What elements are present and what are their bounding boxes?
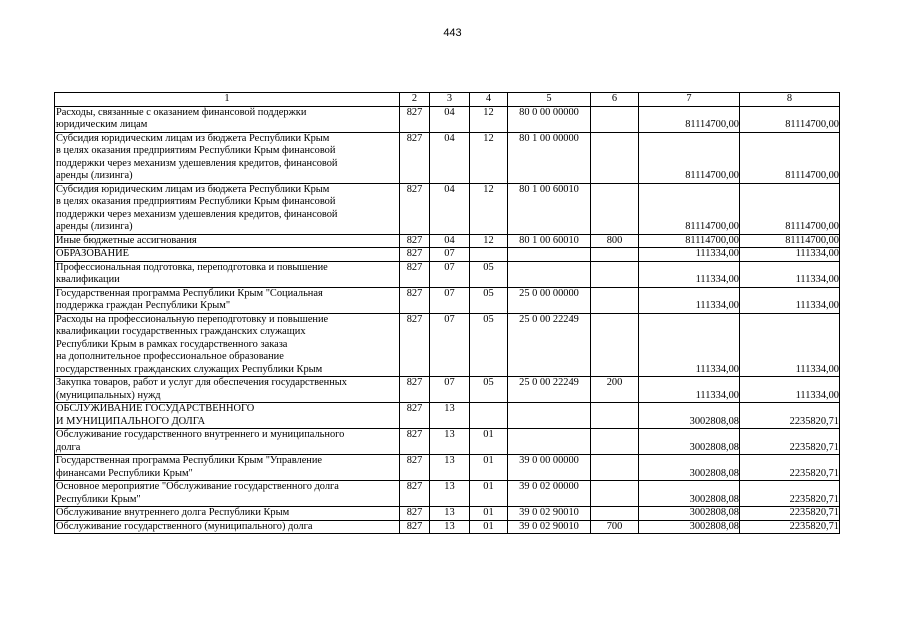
row-subsection-cell: 01 xyxy=(470,481,508,507)
row-expense-type-cell xyxy=(591,261,639,287)
row-target-article-cell: 25 0 00 22249 xyxy=(508,377,591,403)
row-expense-type-cell xyxy=(591,455,639,481)
row-name-cell: Профессиональная подготовка, переподготовка и повышение квалификации xyxy=(55,261,400,287)
table-row xyxy=(55,520,840,534)
row-subsection-cell: 12 xyxy=(470,132,508,183)
row-section-cell: 07 xyxy=(430,287,470,313)
row-expense-type-cell xyxy=(591,287,639,313)
table-header-row xyxy=(55,93,840,107)
row-amount-2-cell: 111334,00 xyxy=(740,313,840,377)
table-row xyxy=(55,429,840,455)
row-target-article-cell: 25 0 00 22249 xyxy=(508,313,591,377)
row-grbs-cell: 827 xyxy=(400,429,430,455)
row-amount-2-cell: 81114700,00 xyxy=(740,183,840,234)
row-amount-2-cell: 111334,00 xyxy=(740,248,840,262)
row-subsection-cell: 01 xyxy=(470,507,508,521)
header-cell: 5 xyxy=(508,93,591,107)
row-section-cell: 13 xyxy=(430,403,470,429)
table-row xyxy=(55,507,840,521)
table-row xyxy=(55,455,840,481)
row-expense-type-cell xyxy=(591,132,639,183)
row-expense-type-cell xyxy=(591,106,639,132)
row-grbs-cell: 827 xyxy=(400,507,430,521)
row-expense-type-cell: 700 xyxy=(591,520,639,534)
header-cell: 3 xyxy=(430,93,470,107)
row-subsection-cell: 12 xyxy=(470,183,508,234)
row-amount-2-cell: 111334,00 xyxy=(740,287,840,313)
table-row xyxy=(55,234,840,248)
row-amount-1-cell: 81114700,00 xyxy=(639,132,740,183)
header-cell: 2 xyxy=(400,93,430,107)
row-target-article-cell: 39 0 02 90010 xyxy=(508,520,591,534)
row-target-article-cell: 80 1 00 60010 xyxy=(508,183,591,234)
row-name-cell: Обслуживание государственного (муниципального) долга xyxy=(55,520,400,534)
row-subsection-cell: 05 xyxy=(470,287,508,313)
row-amount-1-cell: 111334,00 xyxy=(639,261,740,287)
row-subsection-cell xyxy=(470,248,508,262)
row-amount-2-cell: 111334,00 xyxy=(740,377,840,403)
table-row xyxy=(55,481,840,507)
row-amount-1-cell: 3002808,08 xyxy=(639,403,740,429)
row-amount-2-cell: 2235820,71 xyxy=(740,507,840,521)
row-grbs-cell: 827 xyxy=(400,481,430,507)
row-grbs-cell: 827 xyxy=(400,377,430,403)
row-name-cell: Государственная программа Республики Крым "Управление финансами Республики Крым" xyxy=(55,455,400,481)
row-expense-type-cell xyxy=(591,507,639,521)
row-target-article-cell: 80 1 00 00000 xyxy=(508,132,591,183)
row-target-article-cell xyxy=(508,429,591,455)
row-amount-2-cell: 2235820,71 xyxy=(740,403,840,429)
header-cell: 8 xyxy=(740,93,840,107)
row-subsection-cell: 12 xyxy=(470,106,508,132)
row-amount-1-cell: 111334,00 xyxy=(639,287,740,313)
row-section-cell: 04 xyxy=(430,234,470,248)
row-grbs-cell: 827 xyxy=(400,106,430,132)
header-cell: 7 xyxy=(639,93,740,107)
row-expense-type-cell: 800 xyxy=(591,234,639,248)
table-row xyxy=(55,106,840,132)
row-amount-1-cell: 111334,00 xyxy=(639,313,740,377)
row-amount-1-cell: 81114700,00 xyxy=(639,183,740,234)
row-amount-2-cell: 2235820,71 xyxy=(740,481,840,507)
row-expense-type-cell xyxy=(591,403,639,429)
row-amount-1-cell: 3002808,08 xyxy=(639,481,740,507)
row-expense-type-cell xyxy=(591,183,639,234)
row-target-article-cell: 39 0 00 00000 xyxy=(508,455,591,481)
row-amount-1-cell: 81114700,00 xyxy=(639,106,740,132)
table-row xyxy=(55,403,840,429)
row-subsection-cell: 01 xyxy=(470,429,508,455)
row-amount-2-cell: 2235820,71 xyxy=(740,520,840,534)
row-target-article-cell xyxy=(508,248,591,262)
row-grbs-cell: 827 xyxy=(400,455,430,481)
row-target-article-cell xyxy=(508,261,591,287)
row-subsection-cell: 05 xyxy=(470,313,508,377)
row-amount-1-cell: 3002808,08 xyxy=(639,455,740,481)
row-section-cell: 07 xyxy=(430,248,470,262)
row-expense-type-cell: 200 xyxy=(591,377,639,403)
header-cell: 4 xyxy=(470,93,508,107)
row-name-cell: Расходы, связанные с оказанием финансовой поддержки юридическим лицам xyxy=(55,106,400,132)
row-section-cell: 07 xyxy=(430,261,470,287)
row-subsection-cell: 01 xyxy=(470,520,508,534)
row-section-cell: 13 xyxy=(430,507,470,521)
row-section-cell: 04 xyxy=(430,106,470,132)
row-subsection-cell: 12 xyxy=(470,234,508,248)
table-row xyxy=(55,377,840,403)
row-grbs-cell: 827 xyxy=(400,183,430,234)
header-cell: 1 xyxy=(55,93,400,107)
row-subsection-cell xyxy=(470,403,508,429)
table-row xyxy=(55,313,840,377)
row-amount-2-cell: 111334,00 xyxy=(740,261,840,287)
row-target-article-cell: 80 1 00 60010 xyxy=(508,234,591,248)
row-section-cell: 13 xyxy=(430,455,470,481)
row-name-cell: Расходы на профессиональную переподготовку и повышение квалификации государственных гражданских служащих Республики Крым в рамках государственного заказа на дополнительное профессиональное образование государственных гражданских служащих Республики Крым xyxy=(55,313,400,377)
row-name-cell: Закупка товаров, работ и услуг для обеспечения государственных (муниципальных) нужд xyxy=(55,377,400,403)
row-expense-type-cell xyxy=(591,313,639,377)
row-name-cell: ОБРАЗОВАНИЕ xyxy=(55,248,400,262)
row-expense-type-cell xyxy=(591,248,639,262)
row-amount-1-cell: 3002808,08 xyxy=(639,507,740,521)
row-target-article-cell: 80 0 00 00000 xyxy=(508,106,591,132)
row-section-cell: 04 xyxy=(430,183,470,234)
row-amount-1-cell: 111334,00 xyxy=(639,377,740,403)
row-amount-1-cell: 81114700,00 xyxy=(639,234,740,248)
row-name-cell: Иные бюджетные ассигнования xyxy=(55,234,400,248)
row-subsection-cell: 05 xyxy=(470,261,508,287)
row-target-article-cell: 39 0 02 00000 xyxy=(508,481,591,507)
table-row xyxy=(55,261,840,287)
row-amount-2-cell: 81114700,00 xyxy=(740,106,840,132)
row-amount-1-cell: 3002808,08 xyxy=(639,429,740,455)
header-cell: 6 xyxy=(591,93,639,107)
row-amount-2-cell: 81114700,00 xyxy=(740,132,840,183)
page-number: 443 xyxy=(443,27,462,39)
row-expense-type-cell xyxy=(591,429,639,455)
row-name-cell: Субсидия юридическим лицам из бюджета Республики Крым в целях оказания предприятиям Республики Крым финансовой поддержки через механизм удешевления кредитов, финансовой аренды (лизинга) xyxy=(55,183,400,234)
row-amount-1-cell: 3002808,08 xyxy=(639,520,740,534)
row-name-cell: Субсидия юридическим лицам из бюджета Республики Крым в целях оказания предприятиям Республики Крым финансовой поддержки через механизм удешевления кредитов, финансовой аренды (лизинга) xyxy=(55,132,400,183)
row-subsection-cell: 01 xyxy=(470,455,508,481)
row-section-cell: 13 xyxy=(430,520,470,534)
row-grbs-cell: 827 xyxy=(400,261,430,287)
row-grbs-cell: 827 xyxy=(400,403,430,429)
row-name-cell: Обслуживание внутреннего долга Республики Крым xyxy=(55,507,400,521)
row-section-cell: 07 xyxy=(430,377,470,403)
budget-table xyxy=(54,92,840,534)
row-section-cell: 13 xyxy=(430,429,470,455)
row-section-cell: 13 xyxy=(430,481,470,507)
row-target-article-cell xyxy=(508,403,591,429)
row-grbs-cell: 827 xyxy=(400,313,430,377)
table-row xyxy=(55,183,840,234)
row-name-cell: ОБСЛУЖИВАНИЕ ГОСУДАРСТВЕННОГО И МУНИЦИПАЛЬНОГО ДОЛГА xyxy=(55,403,400,429)
row-name-cell: Основное мероприятие "Обслуживание государственного долга Республики Крым" xyxy=(55,481,400,507)
row-grbs-cell: 827 xyxy=(400,234,430,248)
row-grbs-cell: 827 xyxy=(400,132,430,183)
table-row xyxy=(55,287,840,313)
row-expense-type-cell xyxy=(591,481,639,507)
row-grbs-cell: 827 xyxy=(400,248,430,262)
row-target-article-cell: 25 0 00 00000 xyxy=(508,287,591,313)
row-target-article-cell: 39 0 02 90010 xyxy=(508,507,591,521)
row-section-cell: 07 xyxy=(430,313,470,377)
row-amount-2-cell: 2235820,71 xyxy=(740,455,840,481)
row-section-cell: 04 xyxy=(430,132,470,183)
table-row xyxy=(55,248,840,262)
table-row xyxy=(55,132,840,183)
row-subsection-cell: 05 xyxy=(470,377,508,403)
row-grbs-cell: 827 xyxy=(400,287,430,313)
row-grbs-cell: 827 xyxy=(400,520,430,534)
row-name-cell: Обслуживание государственного внутреннего и муниципального долга xyxy=(55,429,400,455)
row-name-cell: Государственная программа Республики Крым "Социальная поддержка граждан Республики Крым" xyxy=(55,287,400,313)
row-amount-1-cell: 111334,00 xyxy=(639,248,740,262)
row-amount-2-cell: 81114700,00 xyxy=(740,234,840,248)
row-amount-2-cell: 2235820,71 xyxy=(740,429,840,455)
